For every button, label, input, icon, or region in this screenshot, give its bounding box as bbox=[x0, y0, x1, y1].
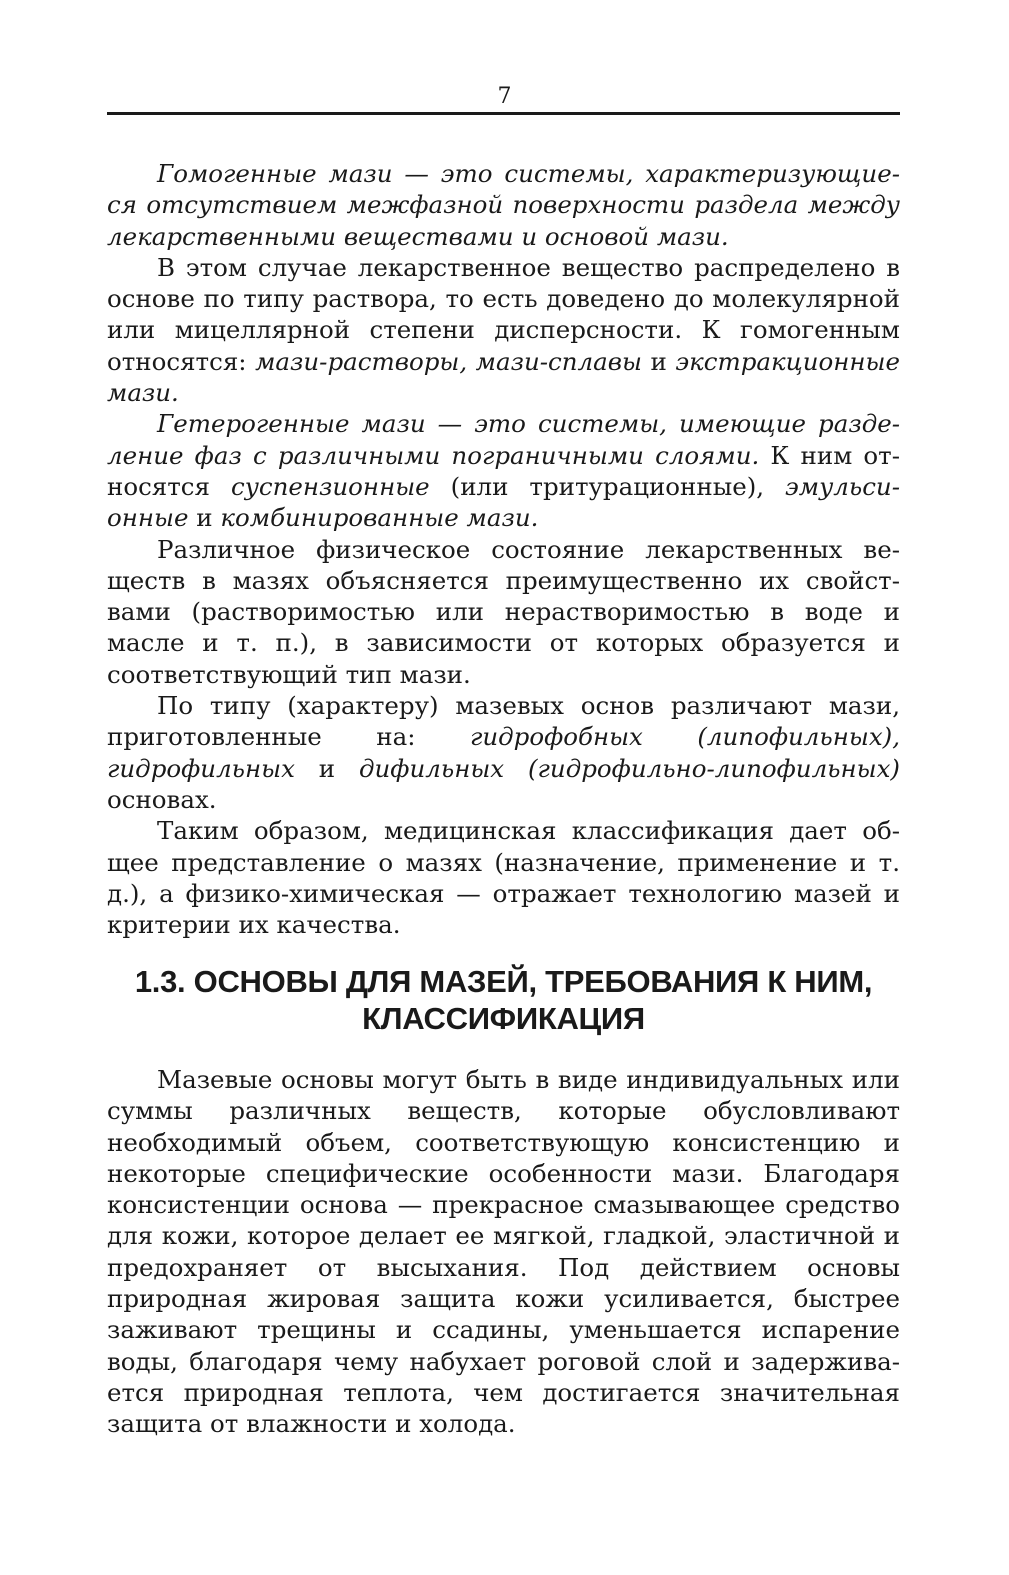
paragraph bbox=[107, 408, 900, 533]
text-run: и bbox=[641, 346, 676, 376]
body-text-bottom bbox=[107, 1064, 900, 1440]
text-run: В этом случае лекарственное вещество распределено в основе по типу раствора, то есть доведено до молекулярной или мицеллярной степени дисперсности. К гомогенным относятся: bbox=[107, 252, 900, 376]
page-number: 7 bbox=[497, 84, 512, 109]
text-run: По типу (характеру) мазевых основ различают мази, приготовленные на: bbox=[107, 691, 900, 752]
section-heading bbox=[107, 963, 900, 1037]
italic-text: эмульсионные bbox=[107, 471, 900, 533]
text-run: (или тритурационные), bbox=[429, 471, 786, 501]
paragraph bbox=[107, 1064, 900, 1440]
italic-text: экстракционные мази. bbox=[107, 346, 900, 408]
text-run: Мазевые основы могут быть в виде индивидуальных или суммы различных веществ, которые обусловливают необходимый объем, соответствующую консистенцию и некоторые специфические особенности мази. Благодаря консистенции основа — прекрасное смазывающее средство для кожи, которое делает ее мягкой, гладкой, эластичной и предохраняет от высыхания. Под действием основы природная жировая защита кожи усиливается, быстрее заживают трещины и ссадины, уменьшается испарение воды, благодаря чему набухает роговой слой и задерживается природная теплота, чем достигается значительная защита от влажности и холода. bbox=[107, 1065, 900, 1439]
italic-text: мази-растворы, мази-сплавы bbox=[255, 346, 642, 376]
italic-text: суспензионные bbox=[230, 471, 430, 501]
italic-text: комбинированные мази. bbox=[220, 503, 539, 533]
italic-text: Гетерогенные мази — это системы, имеющие разделение фаз с различными пограничными слоями. bbox=[107, 409, 900, 470]
text-run: К ним относятся bbox=[107, 440, 900, 501]
italic-text: Гомогенные мази — это системы, характеризующиеся отсутствием межфазной поверхности раздела между лекарственными веществами и основой мази. bbox=[107, 159, 900, 251]
italic-text: гидрофобных (липофильных), гидрофильных bbox=[107, 722, 900, 783]
italic-text: дифильных (гидрофильно-липофильных) bbox=[359, 753, 900, 783]
body-text-top bbox=[107, 158, 900, 940]
section-heading-line-1: 1.3. ОСНОВЫ ДЛЯ МАЗЕЙ, ТРЕБОВАНИЯ К НИМ, bbox=[134, 964, 873, 999]
paragraph bbox=[107, 252, 900, 408]
header-rule bbox=[107, 112, 900, 115]
section-heading-line-2: КЛАССИФИКАЦИЯ bbox=[362, 1001, 645, 1036]
text-run: и bbox=[188, 503, 221, 533]
paragraph bbox=[107, 815, 900, 940]
text-run: Таким образом, медицинская классификация дает общее представление о мазях (назначение, применение и т. д.), а физико-химическая — отражает технологию мазей и критерии их качества. bbox=[107, 816, 900, 940]
text-run: основах. bbox=[107, 784, 217, 814]
text-run: Различное физическое состояние лекарственных веществ в мазях объясняется преимущественно их свойствами (растворимостью или нерастворимостью в воде и масле и т. п.), в зависимости от которых образуется и соответствующий тип мази. bbox=[107, 534, 900, 689]
paragraph bbox=[107, 158, 900, 252]
text-run: и bbox=[294, 753, 359, 783]
paragraph bbox=[107, 690, 900, 815]
paragraph bbox=[107, 534, 900, 690]
